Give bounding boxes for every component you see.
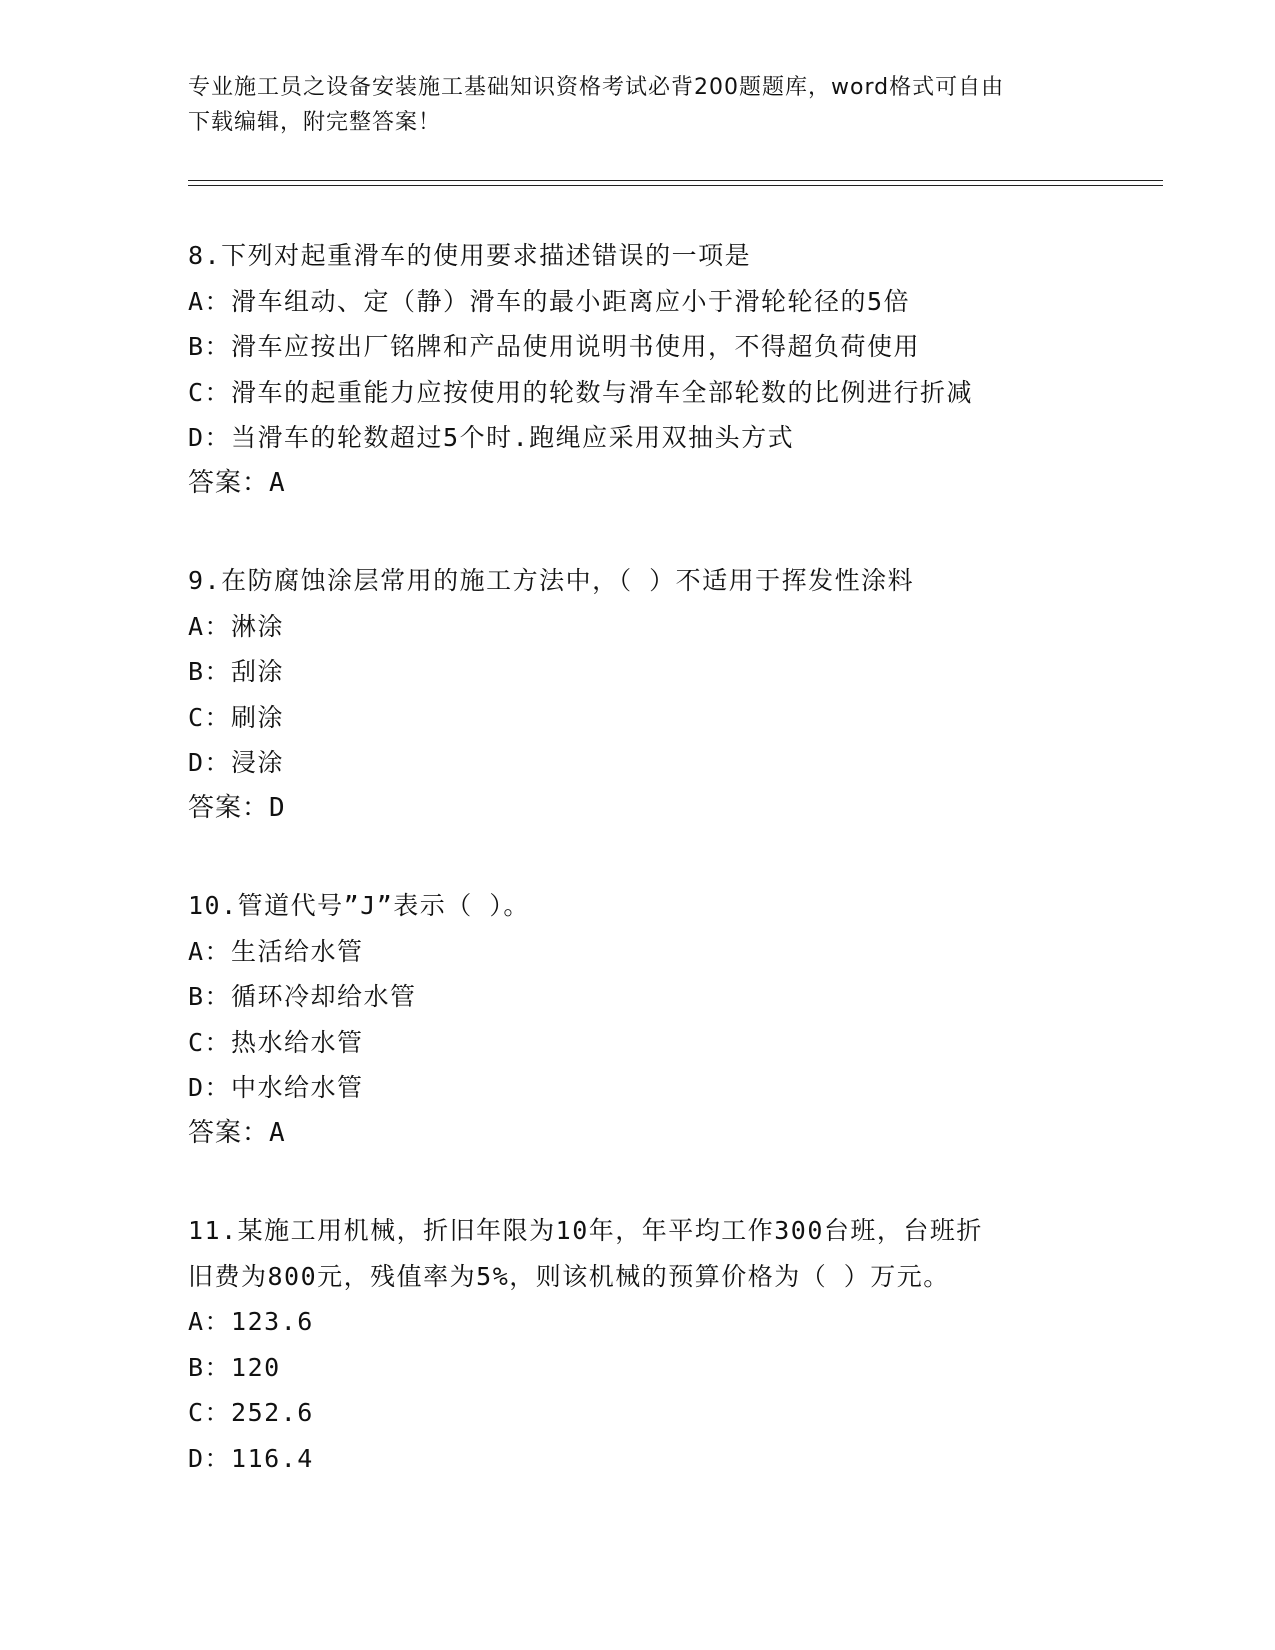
document-header <box>188 70 1088 140</box>
option-d: D：浸涂 <box>188 748 285 777</box>
question-10 <box>188 883 1148 1156</box>
answer-line <box>188 786 1148 832</box>
question-list <box>188 233 1148 1533</box>
answer-value: A <box>269 467 286 498</box>
option-d: D：116.4 <box>188 1443 314 1473</box>
question-8 <box>188 233 1148 506</box>
question-stem: 9.在防腐蚀涂层常用的施工方法中，（ ）不适用于挥发性涂料 <box>188 566 915 595</box>
answer-value: D <box>269 792 286 823</box>
question-stem: 11.某施工用机械，折旧年限为10年，年平均工作300台班，台班折 <box>188 1216 983 1245</box>
option-b: B：滑车应按出厂铭牌和产品使用说明书使用，不得超负荷使用 <box>188 332 921 361</box>
option-c: C：刷涂 <box>188 702 285 732</box>
option-b: B：120 <box>188 1352 281 1382</box>
header-line-1: 专业施工员之设备安装施工基础知识资格考试必背200题题库，word格式可自由 <box>188 75 1005 100</box>
answer-label: 答案： <box>188 467 270 498</box>
option-b: B：刮涂 <box>188 657 285 686</box>
answer-line <box>188 1111 1148 1157</box>
option-a: A：123.6 <box>188 1307 314 1336</box>
option-a: A：生活给水管 <box>188 936 364 966</box>
question-stem: 10.管道代号”J”表示（ ）。 <box>188 891 530 920</box>
answer-label: 答案： <box>188 1117 270 1148</box>
answer-label: 答案： <box>188 792 270 823</box>
option-d: D：中水给水管 <box>188 1073 364 1102</box>
header-line-2: 下载编辑，附完整答案！ <box>188 110 442 135</box>
answer-line <box>188 461 1148 507</box>
option-d: D：当滑车的轮数超过5个时.跑绳应采用双抽头方式 <box>188 423 795 452</box>
option-a: A：淋涂 <box>188 611 285 641</box>
question-stem-continued: 旧费为800元，残值率为5%，则该机械的预算价格为（ ）万元。 <box>188 1261 950 1291</box>
question-11 <box>188 1208 1148 1481</box>
option-b: B：循环冷却给水管 <box>188 982 417 1011</box>
option-c: C：252.6 <box>188 1398 314 1427</box>
option-c: C：热水给水管 <box>188 1027 364 1057</box>
option-a: A：滑车组动、定（静）滑车的最小距离应小于滑轮轮径的5倍 <box>188 286 911 316</box>
answer-value: A <box>269 1117 286 1148</box>
option-c: C：滑车的起重能力应按使用的轮数与滑车全部轮数的比例进行折减 <box>188 377 974 407</box>
question-9 <box>188 558 1148 831</box>
header-divider-top <box>188 180 1163 181</box>
question-stem: 8.下列对起重滑车的使用要求描述错误的一项是 <box>188 241 752 270</box>
header-divider-bottom <box>188 185 1163 186</box>
